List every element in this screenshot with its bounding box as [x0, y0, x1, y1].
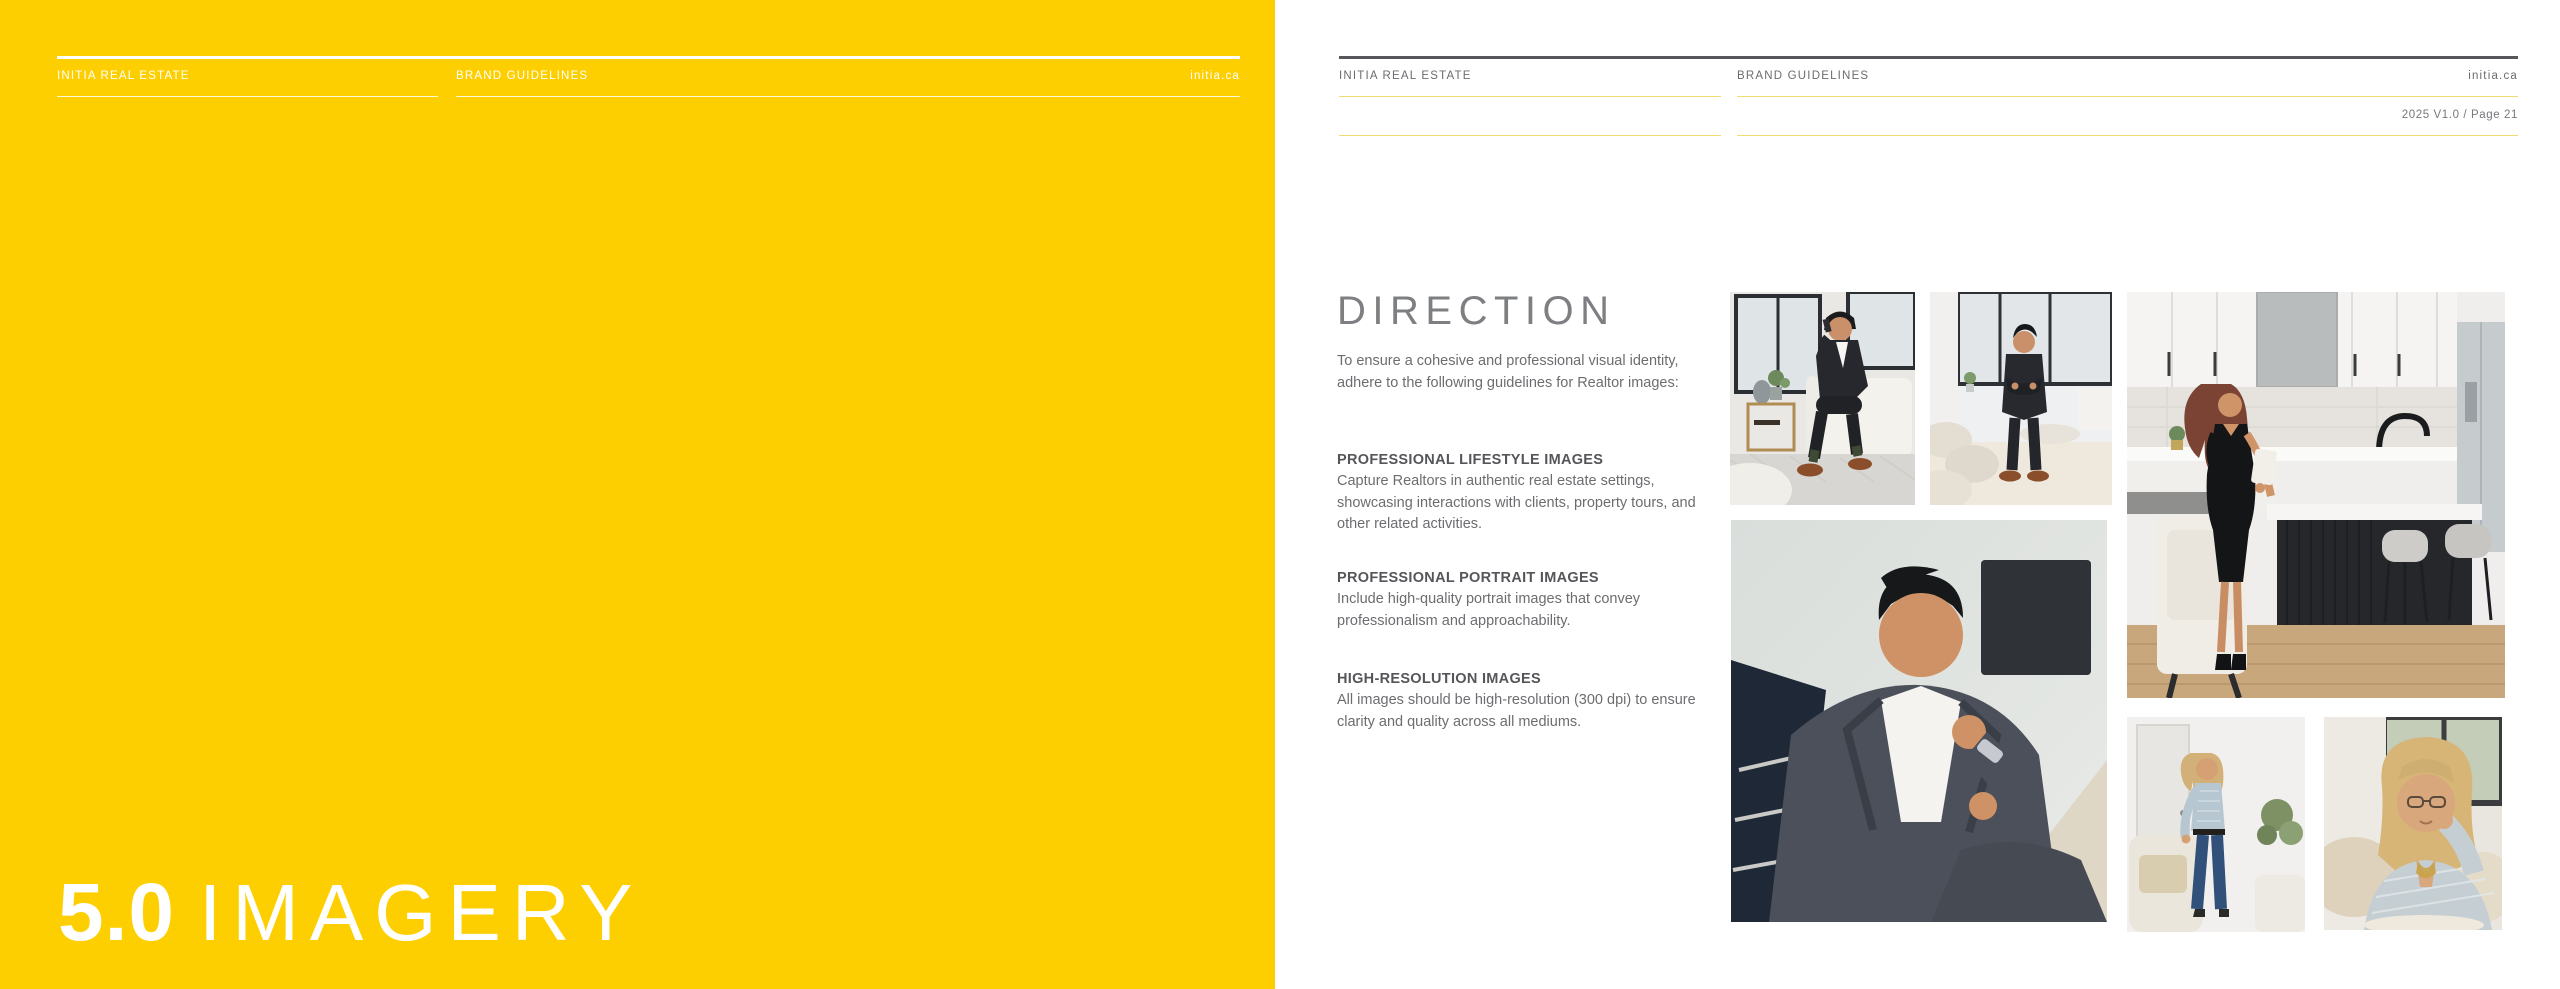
header-underline — [1339, 135, 1721, 136]
guideline-lifestyle — [1337, 449, 1709, 536]
brand-label: INITIA REAL ESTATE — [1339, 70, 1472, 82]
photo-illustration — [1731, 520, 2107, 922]
header-underline — [1737, 135, 2518, 136]
page-right-direction — [1275, 0, 2560, 989]
document-label: BRAND GUIDELINES — [456, 70, 589, 82]
guideline-title: PROFESSIONAL LIFESTYLE IMAGES — [1337, 452, 1604, 468]
website-label: initia.ca — [1190, 70, 1240, 82]
header-underline — [1339, 96, 1721, 97]
section-number: 5.0 — [58, 867, 175, 958]
photo-realtor-seated-phone-call — [1730, 292, 1915, 505]
guideline-body: Capture Realtors in authentic real estate settings, showcasing interactions with clients, property tours, and other related activities. — [1337, 473, 1696, 532]
version-page-label: 2025 V1.0 / Page 21 — [2401, 109, 2518, 121]
photo-realtor-desk-smiling — [2324, 717, 2502, 930]
guideline-body: Include high-quality portrait images that convey professionalism and approachability. — [1337, 591, 1641, 629]
section-divider-title — [58, 867, 644, 958]
header-top-rule — [57, 56, 1240, 59]
page-left-imagery-divider — [0, 0, 1275, 989]
guideline-body: All images should be high-resolution (300 dpi) to ensure clarity and quality across all mediums. — [1337, 692, 1696, 730]
guideline-title: PROFESSIONAL PORTRAIT IMAGES — [1337, 570, 1599, 586]
photo-illustration — [2127, 717, 2305, 932]
photo-realtor-portrait-gray-suit — [1731, 520, 2107, 922]
section-title: IMAGERY — [199, 868, 644, 957]
photo-illustration — [2324, 717, 2502, 930]
brand-label: INITIA REAL ESTATE — [57, 70, 190, 82]
header-top-rule — [1339, 56, 2518, 59]
website-label: initia.ca — [2468, 70, 2518, 82]
intro-paragraph: To ensure a cohesive and professional visual identity, adhere to the following guidelines for Realtor images: — [1337, 353, 1679, 391]
photo-illustration — [2127, 292, 2505, 698]
guideline-resolution — [1337, 668, 1709, 733]
header-underline — [57, 96, 438, 97]
header-underline — [456, 96, 1240, 97]
document-label: BRAND GUIDELINES — [1737, 70, 1870, 82]
page-title: DIRECTION — [1337, 289, 1616, 333]
guideline-title: HIGH-RESOLUTION IMAGES — [1337, 671, 1541, 687]
header-underline — [1737, 96, 2518, 97]
photo-realtor-standing-armchair — [2127, 717, 2305, 932]
photo-realtor-standing-arms-crossed — [1930, 292, 2112, 505]
photo-realtor-kitchen-tablet — [2127, 292, 2505, 698]
photo-illustration — [1930, 292, 2112, 505]
guideline-portrait — [1337, 567, 1709, 632]
photo-illustration — [1730, 292, 1915, 505]
